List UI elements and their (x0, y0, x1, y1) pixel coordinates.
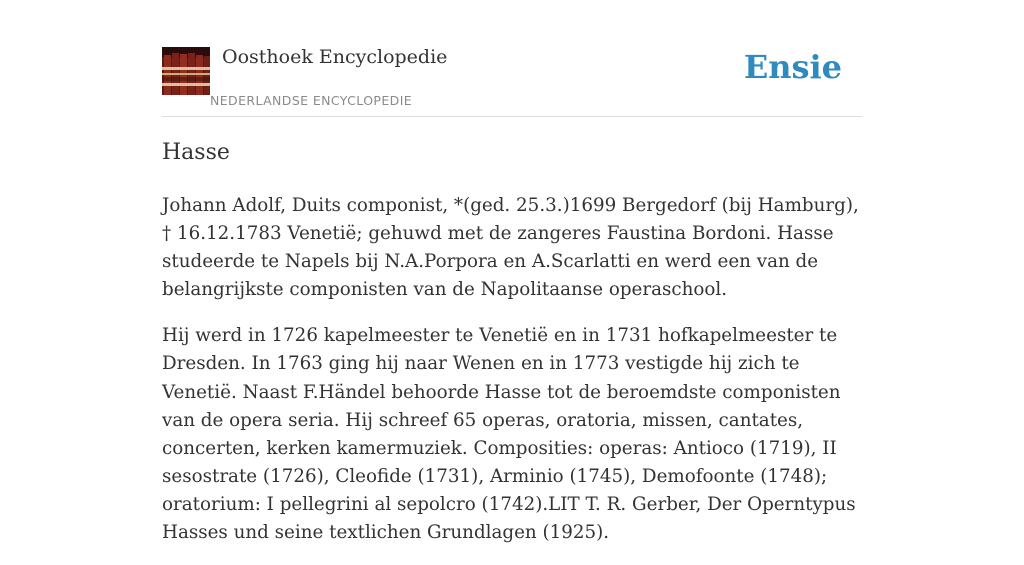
article-paragraph: Hij werd in 1726 kapelmeester te Venetië en in 1731 hofkapelmeester te Dresden. In 1763 ging hij naar Wenen en in 1773 vestigde hij zich te Venetië. Naast F.Händel behoorde Hasse tot de beroemdste componisten van de opera seria. Hij schreef 65 operas, oratoria, missen, cantates, concerten, kerken kamermuziek. Composities: operas: Antioco (1719), II sesostrate (1726), Cleofide (1731), Arminio (1745), Demofoonte (1748); oratorium: I pellegrini al sepolcro (1742).LIT T. R. Gerber, Der Operntypus Hasses und seine textlichen Grundlagen (1925). (162, 325, 856, 544)
site-title-link[interactable]: Oosthoek Encyclopedie (222, 46, 448, 68)
site-subtitle: NEDERLANDSE ENCYCLOPEDIE (210, 93, 413, 108)
ensie-brand-link[interactable]: Ensie (743, 48, 842, 86)
article-body (162, 192, 866, 565)
article-paragraph: Johann Adolf, Duits componist, *(ged. 25.3.)1699 Bergedorf (bij Hamburg), † 16.12.1783 Venetië; gehuwd met de zangeres Faustina Bordoni. Hasse studeerde te Napels bij N.A.Porpora en A.Scarlatti en werd een van de belangrijkste componisten van de Napolitaanse operaschool. (162, 195, 859, 301)
article-title: Hasse (162, 140, 230, 165)
encyclopedia-books-icon[interactable] (162, 47, 210, 95)
site-header (162, 46, 862, 117)
